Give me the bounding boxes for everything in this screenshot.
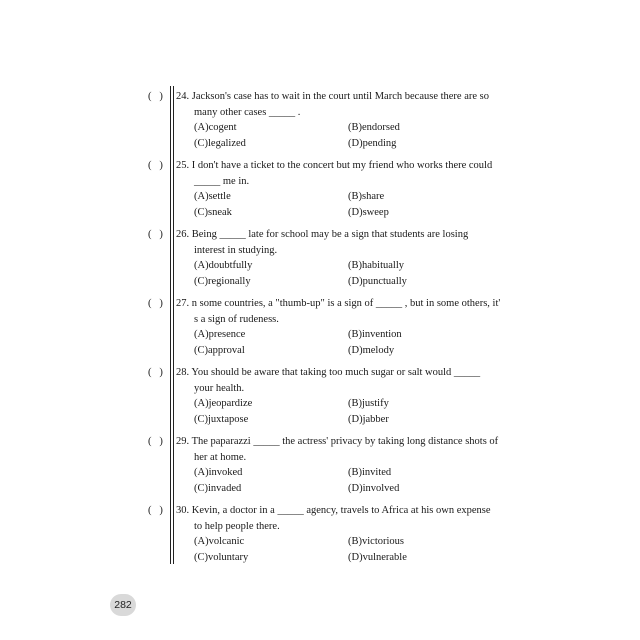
left-double-rule-outer bbox=[170, 86, 171, 564]
option-b[interactable]: (B)victorious bbox=[348, 536, 404, 547]
question-number: 28. bbox=[176, 367, 190, 378]
option-b[interactable]: (B)invited bbox=[348, 467, 392, 478]
question-number: 29. bbox=[176, 436, 190, 447]
answer-blank[interactable]: ( ) bbox=[148, 367, 163, 378]
question-text-line-2: s a sign of rudeness. bbox=[194, 313, 279, 325]
question-text-line-2: many other cases _____ . bbox=[194, 106, 301, 118]
option-a[interactable]: (A)settle bbox=[194, 191, 231, 202]
question-text-line-2: her at home. bbox=[194, 451, 247, 463]
option-a[interactable]: (A)doubtfully bbox=[194, 260, 253, 271]
option-d[interactable]: (D)sweep bbox=[348, 206, 389, 218]
option-d[interactable]: (D)vulnerable bbox=[348, 551, 407, 563]
option-b[interactable]: (B)share bbox=[348, 191, 385, 202]
question-text-line-1: Jackson's case has to wait in the court until March because there are so bbox=[191, 91, 489, 102]
option-a[interactable]: (A)volcanic bbox=[194, 536, 245, 547]
answer-blank[interactable]: ( ) bbox=[148, 436, 163, 447]
option-b[interactable]: (B)habitually bbox=[348, 260, 404, 271]
question-text-line-1: You should be aware that taking too much sugar or salt would _____ bbox=[191, 367, 481, 378]
option-d[interactable]: (D)punctually bbox=[348, 275, 407, 287]
option-d[interactable]: (D)melody bbox=[348, 344, 395, 356]
question-text-line-1: I don't have a ticket to the concert but my friend who works there could bbox=[191, 160, 493, 171]
left-double-rule-inner bbox=[173, 86, 174, 564]
question-text-line-2: interest in studying. bbox=[194, 244, 278, 256]
question-text-line-2: to help people there. bbox=[194, 520, 280, 532]
answer-blank[interactable]: ( ) bbox=[148, 298, 163, 309]
option-c[interactable]: (C)approval bbox=[194, 344, 245, 356]
option-b[interactable]: (B)justify bbox=[348, 398, 389, 409]
option-c[interactable]: (C)sneak bbox=[194, 206, 232, 218]
question-text-line-2: _____ me in. bbox=[194, 175, 250, 187]
question-stem bbox=[176, 503, 510, 534]
answer-blank[interactable]: ( ) bbox=[148, 91, 163, 102]
question-number: 27. bbox=[176, 298, 190, 309]
question-stem bbox=[176, 365, 510, 396]
page-number: 282 bbox=[110, 594, 136, 616]
option-c[interactable]: (C)voluntary bbox=[194, 551, 249, 563]
option-a[interactable]: (A)jeopardize bbox=[194, 398, 253, 409]
option-b[interactable]: (B)endorsed bbox=[348, 122, 400, 133]
answer-blank[interactable]: ( ) bbox=[148, 229, 163, 240]
option-d[interactable]: (D)involved bbox=[348, 482, 400, 494]
question-number: 30. bbox=[176, 505, 190, 516]
question-text-line-2: your health. bbox=[194, 382, 245, 394]
question-stem bbox=[176, 89, 510, 120]
option-c[interactable]: (C)regionally bbox=[194, 275, 251, 287]
option-d[interactable]: (D)pending bbox=[348, 137, 397, 149]
answer-blank[interactable]: ( ) bbox=[148, 505, 163, 516]
question-number: 24. bbox=[176, 91, 190, 102]
question-number: 25. bbox=[176, 160, 190, 171]
question-text-line-1: Being _____ late for school may be a sign that students are losing bbox=[191, 229, 469, 240]
question-stem bbox=[176, 227, 510, 258]
question-stem bbox=[176, 434, 510, 465]
option-a[interactable]: (A)invoked bbox=[194, 467, 243, 478]
question-text-line-1: Kevin, a doctor in a _____ agency, travels to Africa at his own expense bbox=[191, 505, 491, 516]
option-b[interactable]: (B)invention bbox=[348, 329, 402, 340]
option-d[interactable]: (D)jabber bbox=[348, 413, 389, 425]
question-stem bbox=[176, 296, 510, 327]
question-text-line-1: n some countries, a "thumb-up" is a sign of _____ , but in some others, it' bbox=[191, 298, 501, 309]
question-stem bbox=[176, 158, 510, 189]
option-c[interactable]: (C)legalized bbox=[194, 137, 246, 149]
option-c[interactable]: (C)invaded bbox=[194, 482, 242, 494]
answer-blank[interactable]: ( ) bbox=[148, 160, 163, 171]
question-number: 26. bbox=[176, 229, 190, 240]
option-c[interactable]: (C)juxtapose bbox=[194, 413, 249, 425]
option-a[interactable]: (A)presence bbox=[194, 329, 246, 340]
question-text-line-1: The paparazzi _____ the actress' privacy by taking long distance shots of bbox=[191, 436, 499, 447]
option-a[interactable]: (A)cogent bbox=[194, 122, 237, 133]
